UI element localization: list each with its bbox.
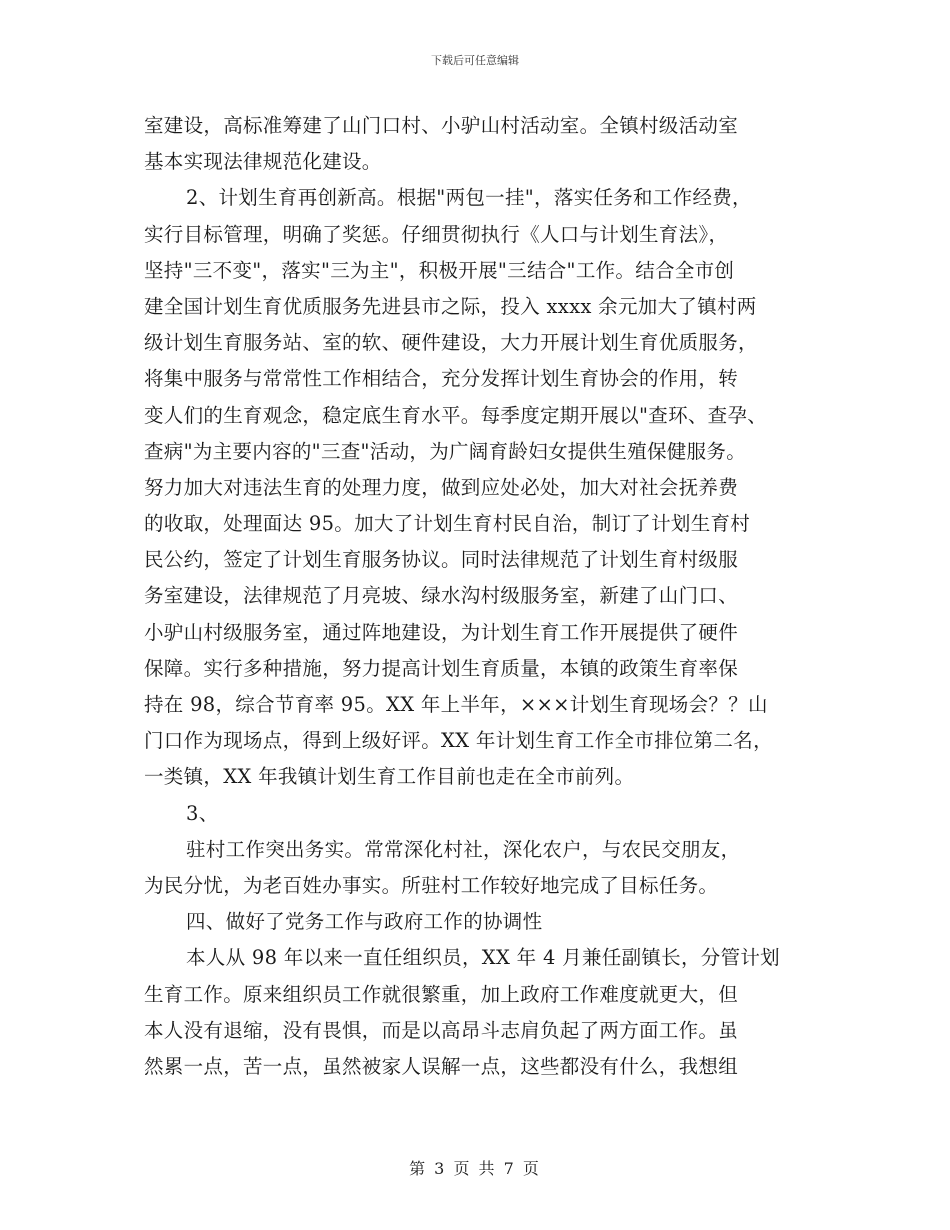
text-line: 然累一点，苦一点，虽然被家人误解一点，这些都没有什么，我想组	[144, 1054, 739, 1078]
text-line: 将集中服务与常常性工作相结合，充分发挥计划生育协会的作用，转	[144, 367, 739, 391]
paragraph-start-line: 2、计划生育再创新高。根据"两包一挂"，落实任务和工作经费，	[186, 186, 752, 210]
section-number-line: 3、	[186, 801, 219, 825]
text-line: 的收取，处理面达 95。加大了计划生育村民自治，制订了计划生育村	[144, 512, 751, 536]
text-line: 门口作为现场点，得到上级好评。XX 年计划生育工作全市排位第二名，	[144, 729, 773, 753]
text-line: 查病"为主要内容的"三查"活动，为广阔育龄妇女提供生殖保健服务。	[144, 439, 747, 463]
text-line: 努力加大对违法生育的处理力度，做到应处必处，加大对社会抚养费	[144, 475, 739, 499]
text-line: 民公约，签定了计划生育服务协议。同时法律规范了计划生育村级服	[144, 548, 739, 572]
paragraph-start-line: 驻村工作突出务实。常常深化村社，深化农户，与农民交朋友，	[186, 837, 741, 861]
text-line: 保障。实行多种措施，努力提高计划生育质量，本镇的政策生育率保	[144, 656, 739, 680]
text-line: 基本实现法律规范化建设。	[144, 150, 382, 174]
page-number-footer: 第 3 页 共 7 页	[409, 1159, 541, 1178]
text-line: 为民分忧，为老百姓办事实。所驻村工作较好地完成了目标任务。	[144, 873, 719, 897]
text-line: 变人们的生育观念，稳定底生育水平。每季度定期开展以"查环、查孕、	[144, 403, 768, 427]
text-line: 务室建设，法律规范了月亮坡、绿水沟村级服务室，新建了山门口、	[144, 584, 739, 608]
text-line: 生育工作。原来组织员工作就很繁重，加上政府工作难度就更大，但	[144, 982, 739, 1006]
text-line: 一类镇，XX 年我镇计划生育工作目前也走在全市前列。	[144, 765, 635, 789]
document-body	[144, 108, 834, 1085]
text-line: 本人没有退缩，没有畏惧，而是以高昂斗志肩负起了两方面工作。虽	[144, 1018, 739, 1042]
text-line: 室建设，高标准筹建了山门口村、小驴山村活动室。全镇村级活动室	[144, 114, 739, 137]
text-line: 建全国计划生育优质服务先进县市之际，投入 xxxx 余元加大了镇村两	[144, 294, 757, 318]
text-line: 级计划生育服务站、室的软、硬件建设，大力开展计划生育优质服务，	[144, 331, 758, 355]
text-line: 坚持"三不变"，落实"三为主"，积极开展"三结合"工作。结合全市创	[144, 258, 735, 282]
page-header: 下载后可任意编辑	[431, 54, 519, 67]
text-line: 持在 98，综合节育率 95。XX 年上半年，×××计划生育现场会？？山	[144, 693, 768, 716]
text-line: 实行目标管理，明确了奖惩。仔细贯彻执行《人口与计划生育法》，	[144, 222, 729, 246]
text-line: 小驴山村级服务室，通过阵地建设，为计划生育工作开展提供了硬件	[144, 620, 739, 644]
paragraph-start-line: 本人从 98 年以来一直任组织员，XX 年 4 月兼任副镇长，分管计划	[186, 946, 780, 970]
section-heading: 四、做好了党务工作与政府工作的协调性	[186, 910, 543, 934]
